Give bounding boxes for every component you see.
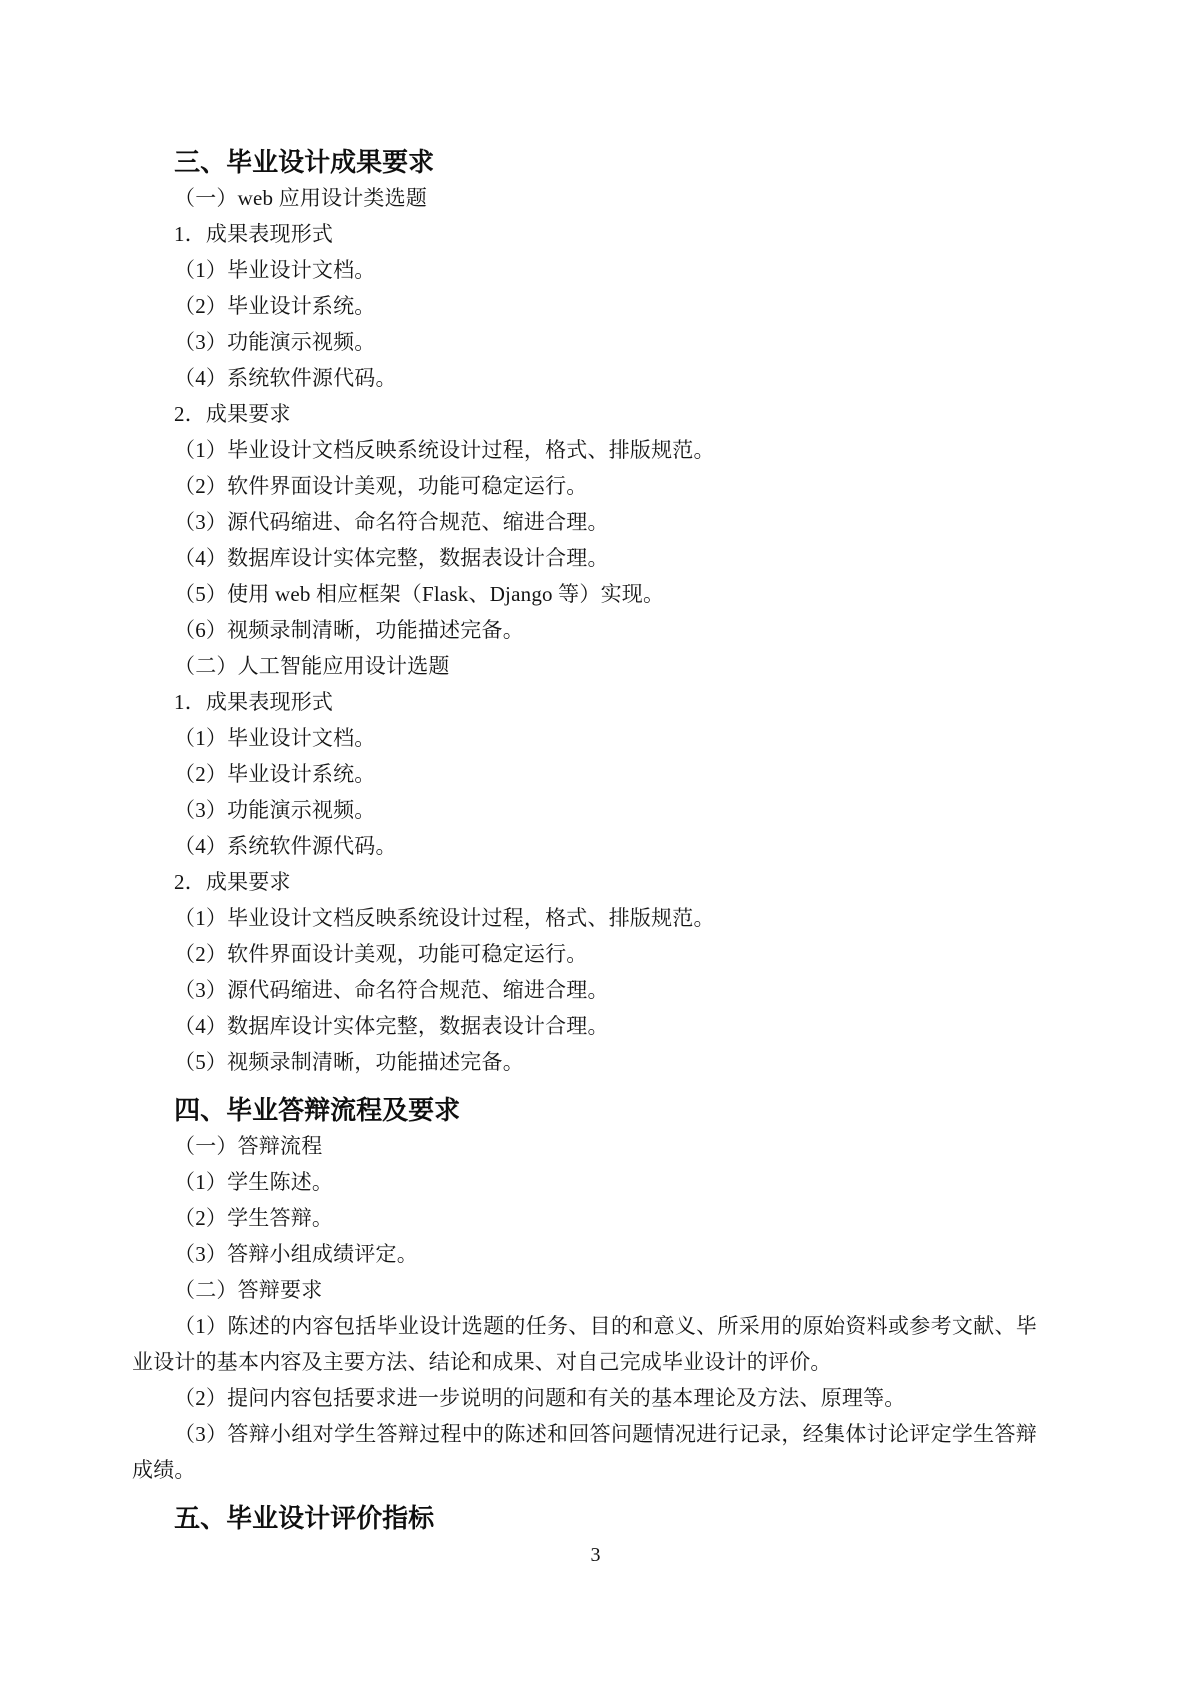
paragraph: （4）系统软件源代码。 — [174, 834, 397, 858]
paragraph: （1）毕业设计文档。 — [174, 258, 376, 282]
paragraph: （二）人工智能应用设计选题 — [174, 654, 450, 678]
paragraph: （1）毕业设计文档。 — [174, 726, 376, 750]
paragraph: （3）功能演示视频。 — [174, 798, 376, 822]
paragraph: （3）源代码缩进、命名符合规范、缩进合理。 — [174, 510, 609, 534]
document-content — [132, 0, 1037, 1536]
paragraph: （二）答辩要求 — [174, 1278, 323, 1302]
paragraph: （2）学生答辩。 — [174, 1206, 334, 1230]
paragraph: （4）数据库设计实体完整，数据表设计合理。 — [174, 1014, 609, 1038]
paragraph: （1）毕业设计文档反映系统设计过程，格式、排版规范。 — [174, 906, 715, 930]
paragraph: （2）提问内容包括要求进一步说明的问题和有关的基本理论及方法、原理等。 — [174, 1386, 906, 1410]
paragraph: 1．成果表现形式 — [174, 690, 334, 714]
paragraph: （5）视频录制清晰，功能描述完备。 — [174, 1050, 524, 1074]
paragraph: 1．成果表现形式 — [174, 222, 334, 246]
section-heading-4: 四、毕业答辩流程及要求 — [174, 1095, 461, 1125]
paragraph: （1）学生陈述。 — [174, 1170, 334, 1194]
paragraph: （2）软件界面设计美观，功能可稳定运行。 — [174, 474, 588, 498]
section-heading-5: 五、毕业设计评价指标 — [174, 1503, 435, 1533]
paragraph: （3）源代码缩进、命名符合规范、缩进合理。 — [174, 978, 609, 1002]
paragraph: （3）答辩小组对学生答辩过程中的陈述和回答问题情况进行记录，经集体讨论评定学生答辩成绩。 — [132, 1422, 1037, 1482]
section-heading-3: 三、毕业设计成果要求 — [174, 147, 435, 177]
paragraph: （4）数据库设计实体完整，数据表设计合理。 — [174, 546, 609, 570]
paragraph: （5）使用 web 相应框架（Flask、Django 等）实现。 — [174, 582, 665, 606]
paragraph: （3）答辩小组成绩评定。 — [174, 1242, 418, 1266]
page-number: 3 — [590, 1544, 601, 1566]
paragraph: （1）毕业设计文档反映系统设计过程，格式、排版规范。 — [174, 438, 715, 462]
paragraph: （一）web 应用设计类选题 — [174, 186, 428, 210]
paragraph: （一）答辩流程 — [174, 1134, 323, 1158]
paragraph: （6）视频录制清晰，功能描述完备。 — [174, 618, 524, 642]
paragraph: （2）毕业设计系统。 — [174, 762, 376, 786]
paragraph: （1）陈述的内容包括毕业设计选题的任务、目的和意义、所采用的原始资料或参考文献、毕业设计的基本内容及主要方法、结论和成果、对自己完成毕业设计的评价。 — [132, 1314, 1037, 1374]
paragraph: （2）软件界面设计美观，功能可稳定运行。 — [174, 942, 588, 966]
paragraph: （2）毕业设计系统。 — [174, 294, 376, 318]
paragraph: 2．成果要求 — [174, 402, 291, 426]
paragraph: （3）功能演示视频。 — [174, 330, 376, 354]
paragraph: （4）系统软件源代码。 — [174, 366, 397, 390]
paragraph: 2．成果要求 — [174, 870, 291, 894]
